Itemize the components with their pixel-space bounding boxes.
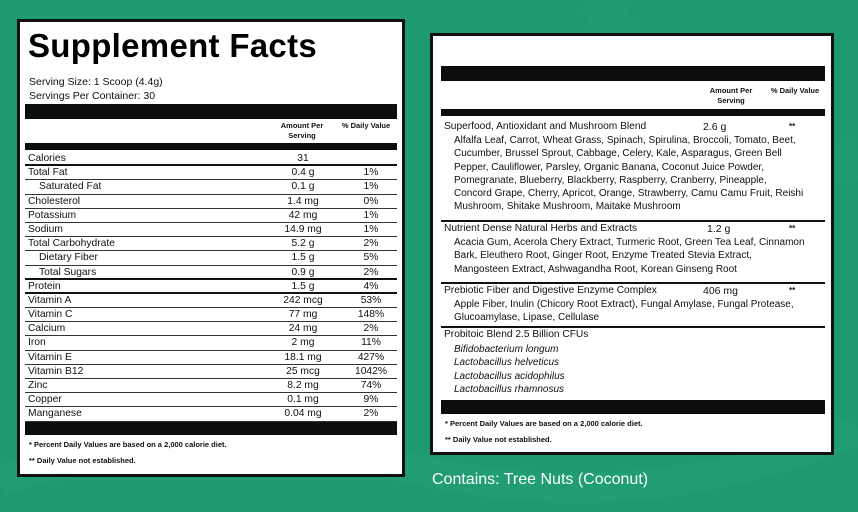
- nutrient-daily-value: 2%: [363, 408, 379, 420]
- table-row: [25, 379, 397, 393]
- table-row: [25, 209, 397, 223]
- nutrient-daily-value: 1%: [363, 209, 379, 221]
- table-row: [25, 251, 397, 265]
- nutrient-name: Iron: [28, 337, 46, 349]
- nutrient-daily-value: 1042%: [354, 365, 388, 377]
- table-row: [25, 166, 397, 180]
- nutrient-name: Vitamin E: [28, 351, 72, 363]
- table-row: [25, 351, 397, 365]
- table-row: [25, 152, 397, 166]
- ingredient-line: Lactobacillus helveticus: [454, 357, 560, 369]
- blend-title: Nutrient Dense Natural Herbs and Extracts: [444, 223, 638, 234]
- footnote-dv: * Percent Daily Values are based on a 2,000 calorie diet.: [445, 419, 643, 428]
- nutrient-daily-value: 9%: [363, 394, 379, 406]
- blend-herbs: [441, 220, 825, 284]
- nutrient-name: Cholesterol: [28, 195, 81, 207]
- nutrient-amount: 0.1 g: [291, 181, 315, 193]
- blend-ingredients: [454, 236, 814, 276]
- footnote-not-established: ** Daily Value not established.: [29, 456, 136, 465]
- blend-dv: **: [789, 286, 796, 295]
- blend-title: Probitoic Blend 2.5 Billion CFUs: [444, 329, 589, 340]
- nutrient-daily-value: 2%: [363, 323, 379, 335]
- nutrient-daily-value: 2%: [363, 266, 379, 278]
- nutrient-name: Vitamin B12: [28, 365, 84, 377]
- nutrient-daily-value: 148%: [357, 309, 385, 321]
- nutrient-amount: 1.5 g: [291, 280, 315, 292]
- nutrient-amount: 242 mcg: [283, 294, 323, 306]
- blend-probiotic: [441, 326, 825, 401]
- ingredient-line: Mushroom, Shitake Mushroom, Maitake Mushroom: [454, 201, 681, 213]
- blend-title: Superfood, Antioxidant and Mushroom Blend: [444, 121, 647, 132]
- ingredient-line: Concord Grape, Cherry, Apricot, Orange, Strawberry, Camu Camu Fruit, Reishi: [454, 188, 804, 200]
- allergen-statement: Contains: Tree Nuts (Coconut): [432, 471, 649, 488]
- blend-amount: 2.6 g: [703, 121, 727, 133]
- nutrient-amount: 42 mg: [288, 209, 318, 221]
- table-row: [25, 294, 397, 308]
- ingredient-line: Glucoamylase, Lipase, Cellulase: [454, 312, 600, 324]
- panel-title: Supplement Facts: [28, 27, 318, 64]
- nutrient-name: Sodium: [28, 223, 63, 235]
- nutrient-daily-value: 2%: [363, 238, 379, 250]
- header-amount-per-serving: Amount Per Serving: [709, 86, 753, 105]
- blend-superfood: [441, 120, 825, 220]
- nutrient-name: Saturated Fat: [39, 181, 102, 193]
- nutrient-name: Zinc: [28, 380, 48, 391]
- nutrient-daily-value: 5%: [363, 252, 379, 264]
- ingredient-line: Bifidobacterium longum: [454, 344, 559, 355]
- ingredient-line: Apple Fiber, Inulin (Chicory Root Extract), Fungal Amylase, Fungal Protease,: [454, 299, 794, 310]
- table-row: [25, 195, 397, 209]
- header-bar: [25, 104, 397, 119]
- nutrient-daily-value: 1%: [363, 223, 379, 235]
- nutrient-amount: 0.4 g: [291, 167, 315, 179]
- nutrient-amount: 77 mg: [288, 309, 318, 321]
- header-divider-bar: [441, 109, 825, 116]
- table-row: [25, 393, 397, 407]
- nutrient-amount: 31: [297, 153, 309, 164]
- nutrient-amount: 24 mg: [288, 323, 318, 335]
- table-row: [25, 322, 397, 336]
- ingredient-line: Lactobacillus acidophilus: [454, 370, 565, 382]
- ingredient-line: Alfalfa Leaf, Carrot, Wheat Grass, Spinach, Spirulina, Broccoli, Tomato, Beet,: [454, 135, 796, 146]
- nutrient-name: Calcium: [28, 323, 66, 335]
- blend-prebiotic: [441, 282, 825, 325]
- table-row: [25, 280, 397, 294]
- nutrient-amount: 8.2 mg: [287, 380, 319, 391]
- header-amount-per-serving: Amount Per Serving: [280, 121, 324, 140]
- nutrient-name: Vitamin A: [28, 294, 72, 306]
- nutrient-daily-value: 53%: [360, 294, 382, 306]
- table-row: [25, 237, 397, 251]
- nutrient-amount: 1.4 mg: [287, 195, 319, 207]
- nutrient-daily-value: 0%: [363, 195, 379, 207]
- nutrient-amount: 2 mg: [291, 337, 315, 349]
- blend-dv: **: [789, 122, 796, 131]
- nutrient-name: Protein: [28, 280, 61, 292]
- nutrient-amount: 25 mcg: [286, 365, 320, 377]
- ingredient-line: Lactobacillus rhamnosus: [454, 383, 565, 395]
- nutrient-amount: 14.9 mg: [284, 223, 322, 235]
- nutrient-amount: 0.9 g: [291, 266, 315, 278]
- blend-ingredients: [454, 298, 814, 325]
- nutrient-name: Total Fat: [28, 167, 68, 179]
- serving-size: Serving Size: 1 Scoop (4.4g): [29, 76, 163, 88]
- nutrient-amount: 5.2 g: [291, 238, 315, 250]
- nutrient-name: Total Sugars: [39, 266, 97, 278]
- nutrient-amount: 1.5 g: [291, 252, 315, 264]
- nutrient-daily-value: 11%: [361, 337, 381, 349]
- ingredient-line: Acacia Gum, Acerola Chery Extract, Turmeric Root, Green Tea Leaf, Cinnamon: [454, 237, 805, 248]
- footnote-not-established: ** Daily Value not established.: [445, 435, 552, 444]
- table-row: [25, 266, 397, 280]
- header-daily-value: % Daily Value: [341, 121, 391, 130]
- blend-ingredients: [454, 134, 814, 214]
- blend-amount: 1.2 g: [707, 223, 731, 235]
- nutrient-amount: 0.04 mg: [284, 408, 322, 420]
- nutrient-amount: 0.1 mg: [287, 394, 319, 406]
- table-row: [25, 223, 397, 237]
- blend-title: Prebiotic Fiber and Digestive Enzyme Complex: [444, 285, 657, 296]
- footer-bar: [25, 422, 397, 435]
- footer-bar: [441, 400, 825, 414]
- table-row: [25, 407, 397, 421]
- nutrient-name: Calories: [28, 153, 66, 164]
- header-divider-bar: [25, 143, 397, 150]
- nutrient-name: Potassium: [28, 209, 77, 221]
- servings-per-container: Servings Per Container: 30: [29, 90, 156, 102]
- supplement-facts-panel: [17, 19, 405, 477]
- table-row: [25, 365, 397, 379]
- nutrient-daily-value: 1%: [363, 181, 379, 193]
- ingredient-line: Pomegranate, Blueberry, Blackberry, Raspberry, Cranberry, Pineapple,: [454, 174, 767, 186]
- table-row: [25, 180, 397, 194]
- nutrient-table: [25, 152, 397, 422]
- table-row: [25, 308, 397, 322]
- ingredient-line: Pepper, Cauliflower, Parsley, Organic Banana, Coconut Juice Powder,: [454, 161, 764, 173]
- nutrient-daily-value: 74%: [360, 380, 382, 391]
- blend-ingredients: [454, 343, 814, 396]
- nutrient-name: Copper: [28, 394, 62, 406]
- table-row: [25, 336, 397, 350]
- header-bar: [441, 66, 825, 81]
- ingredient-line: Cucumber, Brussel Sprout, Cabbage, Celery, Kale, Asparagus, Green Bell: [454, 148, 782, 160]
- nutrient-name: Vitamin C: [28, 309, 73, 321]
- blend-amount: 406 mg: [703, 285, 739, 297]
- header-daily-value: % Daily Value: [770, 86, 820, 95]
- nutrient-name: Total Carbohydrate: [28, 238, 116, 250]
- nutrient-daily-value: 1%: [363, 167, 379, 179]
- nutrient-daily-value: 427%: [357, 351, 385, 363]
- blend-panel: [430, 33, 834, 455]
- ingredient-line: Mangosteen Extract, Ashwagandha Root, Korean Ginseng Root: [454, 263, 737, 275]
- blend-dv: **: [789, 224, 796, 233]
- footnote-dv: * Percent Daily Values are based on a 2,000 calorie diet.: [29, 440, 227, 449]
- nutrient-daily-value: 4%: [363, 280, 379, 292]
- nutrient-name: Dietary Fiber: [39, 252, 98, 264]
- ingredient-line: Bark, Eleuthero Root, Ginger Root, Enzyme Treated Stevia Extract,: [454, 250, 752, 262]
- nutrient-name: Manganese: [28, 408, 82, 420]
- nutrient-amount: 18.1 mg: [284, 351, 322, 363]
